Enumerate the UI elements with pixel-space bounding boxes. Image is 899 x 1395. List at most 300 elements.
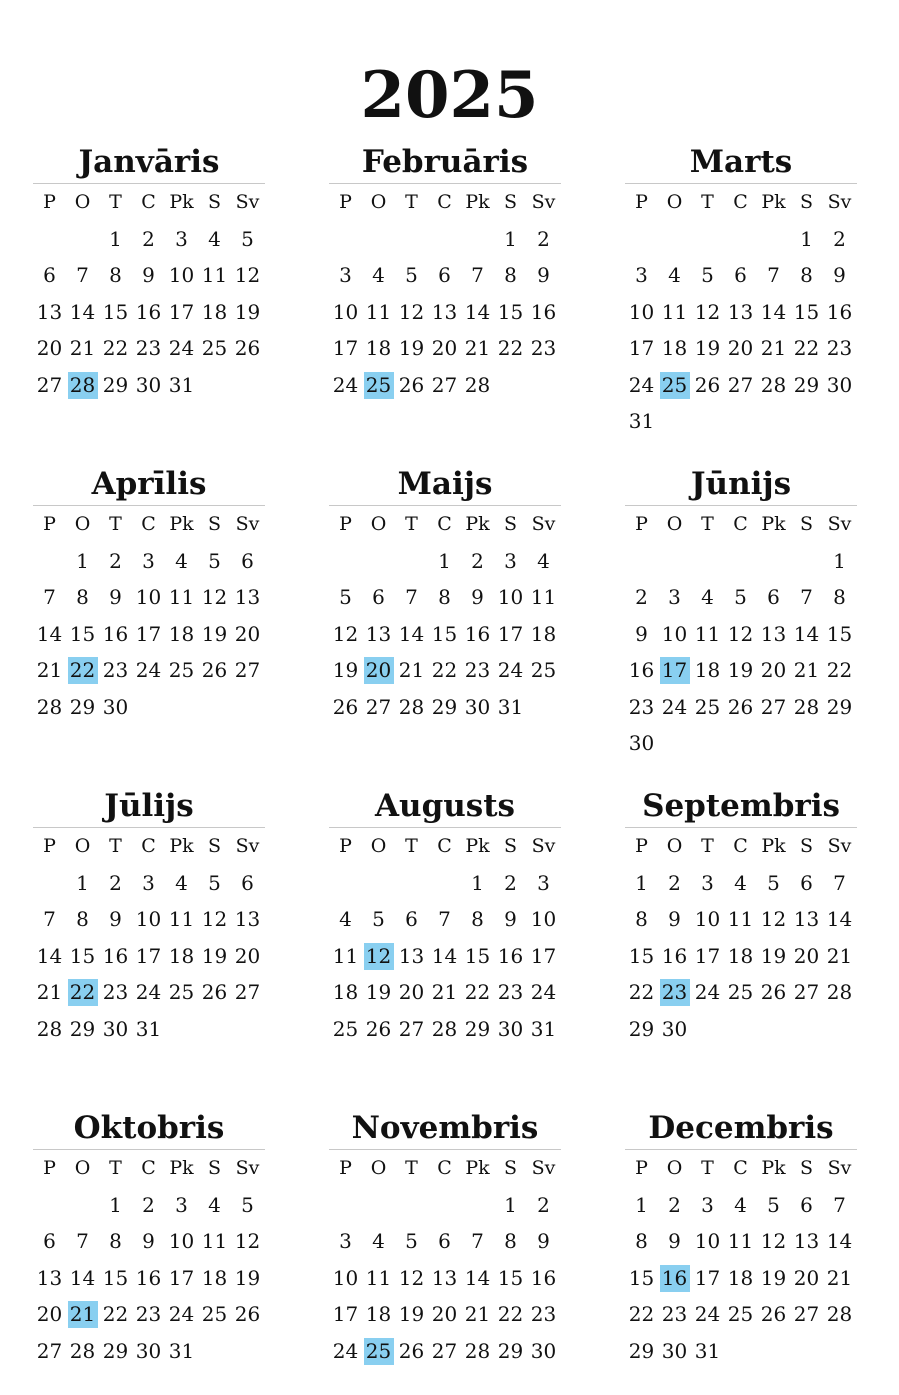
day-cell: 21 bbox=[760, 336, 787, 360]
weekday-header: Pk bbox=[169, 1157, 194, 1179]
month-january bbox=[33, 142, 265, 403]
day-cell: 24 bbox=[694, 980, 721, 1004]
day-cell: 29 bbox=[497, 1338, 524, 1363]
empty-cell bbox=[461, 1187, 494, 1224]
weekday-header: T bbox=[405, 513, 418, 535]
day-cell: 31 bbox=[497, 694, 524, 719]
day-cell: 20 bbox=[36, 336, 63, 360]
weekday-header: O bbox=[666, 191, 683, 213]
day-cell: 27 bbox=[365, 694, 392, 719]
day-cell: 10 bbox=[135, 907, 162, 931]
weekday-header: T bbox=[701, 513, 714, 535]
day-cell: 4 bbox=[175, 548, 188, 573]
day-cell: 17 bbox=[332, 336, 359, 360]
weekday-header: Pk bbox=[465, 191, 490, 213]
day-cell: 15 bbox=[69, 943, 96, 968]
day-cell: 14 bbox=[36, 621, 63, 646]
day-cell: 10 bbox=[497, 585, 524, 609]
day-cell: 12 bbox=[234, 263, 261, 287]
day-cell: 1 bbox=[76, 548, 89, 573]
day-cell: 18 bbox=[168, 621, 195, 646]
weekday-header: Sv bbox=[827, 191, 852, 213]
day-cell: 26 bbox=[365, 1016, 392, 1041]
day-cell: 17 bbox=[694, 943, 721, 968]
weekday-header: Sv bbox=[235, 513, 260, 535]
weekday-header: T bbox=[109, 513, 122, 535]
month-title: Februāris bbox=[361, 144, 529, 180]
month-title: Decembris bbox=[648, 1110, 834, 1146]
day-cell: 2 bbox=[471, 548, 484, 573]
day-cell: 14 bbox=[464, 1265, 491, 1290]
empty-cell bbox=[66, 221, 99, 258]
day-cell: 24 bbox=[168, 336, 195, 360]
day-cell: 7 bbox=[471, 263, 484, 287]
day-grid bbox=[33, 828, 265, 1047]
day-cell: 6 bbox=[372, 585, 385, 609]
day-cell: 11 bbox=[661, 299, 688, 324]
day-cell: 7 bbox=[76, 263, 89, 287]
weekday-header: Pk bbox=[761, 513, 786, 535]
day-cell: 19 bbox=[694, 336, 721, 360]
day-cell: 2 bbox=[833, 226, 846, 251]
day-cell: 16 bbox=[135, 299, 162, 324]
day-cell: 4 bbox=[372, 263, 385, 287]
day-cell: 2 bbox=[537, 226, 550, 251]
day-cell: 29 bbox=[431, 694, 458, 719]
day-cell: 26 bbox=[201, 658, 228, 682]
day-cell: 16 bbox=[497, 943, 524, 968]
day-cell: 24 bbox=[628, 372, 655, 397]
day-cell: 10 bbox=[332, 1265, 359, 1290]
weekday-header: P bbox=[339, 513, 352, 535]
day-cell: 17 bbox=[694, 1265, 721, 1290]
day-cell: 20 bbox=[234, 943, 261, 968]
month-title: Novembris bbox=[351, 1110, 539, 1146]
day-cell: 1 bbox=[833, 548, 846, 573]
day-cell: 30 bbox=[661, 1338, 688, 1363]
day-cell: 5 bbox=[405, 1229, 418, 1253]
month-title: Marts bbox=[689, 144, 793, 180]
day-cell: 13 bbox=[793, 1229, 820, 1253]
day-cell: 19 bbox=[760, 943, 787, 968]
weekday-header: C bbox=[141, 835, 156, 857]
day-cell: 26 bbox=[760, 980, 787, 1004]
day-cell: 25 bbox=[727, 980, 754, 1004]
weekday-header: O bbox=[666, 835, 683, 857]
highlighted-day: 25 bbox=[362, 1333, 395, 1370]
day-cell: 26 bbox=[398, 372, 425, 397]
empty-cell bbox=[329, 543, 362, 580]
day-cell: 29 bbox=[826, 694, 853, 719]
day-cell: 8 bbox=[76, 907, 89, 931]
day-cell: 25 bbox=[168, 658, 195, 682]
empty-cell bbox=[658, 543, 691, 580]
day-cell: 22 bbox=[793, 336, 820, 360]
highlighted-day: 12 bbox=[362, 938, 395, 975]
day-cell: 12 bbox=[398, 299, 425, 324]
weekday-header: Pk bbox=[761, 191, 786, 213]
day-cell: 6 bbox=[43, 263, 56, 287]
day-cell: 23 bbox=[497, 980, 524, 1004]
empty-cell bbox=[33, 221, 66, 258]
day-cell: 5 bbox=[339, 585, 352, 609]
day-cell: 20 bbox=[431, 1302, 458, 1326]
day-cell: 7 bbox=[833, 870, 846, 895]
day-cell: 9 bbox=[668, 907, 681, 931]
day-cell: 31 bbox=[135, 1016, 162, 1041]
weekday-header: O bbox=[666, 1157, 683, 1179]
day-grid bbox=[329, 1150, 561, 1369]
day-cell: 13 bbox=[36, 1265, 63, 1290]
day-cell: 27 bbox=[793, 980, 820, 1004]
weekday-header: Sv bbox=[235, 835, 260, 857]
day-cell: 8 bbox=[109, 263, 122, 287]
empty-cell bbox=[329, 1187, 362, 1224]
day-cell: 21 bbox=[464, 1302, 491, 1326]
day-cell: 21 bbox=[36, 658, 63, 682]
day-cell: 14 bbox=[464, 299, 491, 324]
day-cell: 11 bbox=[530, 585, 557, 609]
highlighted-day: 25 bbox=[362, 367, 395, 404]
weekday-header: Sv bbox=[531, 1157, 556, 1179]
day-cell: 14 bbox=[398, 621, 425, 646]
day-cell: 5 bbox=[405, 263, 418, 287]
day-cell: 23 bbox=[102, 980, 129, 1004]
day-cell: 17 bbox=[168, 299, 195, 324]
month-title: Oktobris bbox=[73, 1110, 225, 1146]
day-cell: 24 bbox=[332, 372, 359, 397]
weekday-header: Sv bbox=[531, 835, 556, 857]
day-cell: 8 bbox=[109, 1229, 122, 1253]
empty-cell bbox=[395, 221, 428, 258]
day-cell: 21 bbox=[69, 336, 96, 360]
day-grid bbox=[625, 184, 857, 440]
day-cell: 31 bbox=[694, 1338, 721, 1363]
day-cell: 28 bbox=[760, 372, 787, 397]
day-cell: 9 bbox=[142, 1229, 155, 1253]
day-cell: 27 bbox=[36, 1338, 63, 1363]
weekday-header: P bbox=[635, 835, 648, 857]
day-cell: 3 bbox=[339, 263, 352, 287]
day-grid bbox=[625, 506, 857, 762]
weekday-header: S bbox=[503, 1157, 518, 1179]
weekday-header: Pk bbox=[169, 835, 194, 857]
day-cell: 26 bbox=[694, 372, 721, 397]
month-april bbox=[33, 464, 265, 725]
day-cell: 5 bbox=[241, 1192, 254, 1217]
day-cell: 16 bbox=[530, 1265, 557, 1290]
day-cell: 1 bbox=[471, 870, 484, 895]
empty-cell bbox=[757, 221, 790, 258]
day-cell: 27 bbox=[234, 980, 261, 1004]
day-cell: 19 bbox=[234, 1265, 261, 1290]
day-cell: 18 bbox=[201, 1265, 228, 1290]
day-cell: 26 bbox=[332, 694, 359, 719]
day-cell: 7 bbox=[471, 1229, 484, 1253]
empty-cell bbox=[790, 543, 823, 580]
month-title: Augusts bbox=[374, 788, 516, 824]
day-cell: 26 bbox=[234, 1302, 261, 1326]
day-cell: 2 bbox=[537, 1192, 550, 1217]
day-cell: 17 bbox=[628, 336, 655, 360]
day-cell: 9 bbox=[471, 585, 484, 609]
weekday-header: Sv bbox=[827, 1157, 852, 1179]
day-cell: 13 bbox=[760, 621, 787, 646]
day-cell: 18 bbox=[727, 1265, 754, 1290]
month-november bbox=[329, 1108, 561, 1369]
day-cell: 27 bbox=[36, 372, 63, 397]
weekday-header: Sv bbox=[827, 513, 852, 535]
empty-cell bbox=[329, 221, 362, 258]
day-cell: 18 bbox=[727, 943, 754, 968]
day-cell: 5 bbox=[208, 548, 221, 573]
weekday-header: Pk bbox=[169, 191, 194, 213]
day-cell: 13 bbox=[234, 585, 261, 609]
day-cell: 12 bbox=[760, 907, 787, 931]
day-cell: 11 bbox=[168, 585, 195, 609]
day-cell: 8 bbox=[438, 585, 451, 609]
day-cell: 30 bbox=[497, 1016, 524, 1041]
day-grid bbox=[625, 828, 857, 1047]
day-cell: 3 bbox=[701, 1192, 714, 1217]
day-cell: 17 bbox=[135, 621, 162, 646]
weekday-header: C bbox=[437, 835, 452, 857]
day-grid bbox=[33, 1150, 265, 1369]
day-cell: 22 bbox=[431, 658, 458, 682]
day-cell: 1 bbox=[635, 1192, 648, 1217]
day-cell: 7 bbox=[767, 263, 780, 287]
empty-cell bbox=[724, 543, 757, 580]
day-cell: 3 bbox=[142, 548, 155, 573]
day-cell: 3 bbox=[504, 548, 517, 573]
day-cell: 20 bbox=[398, 980, 425, 1004]
day-cell: 4 bbox=[339, 907, 352, 931]
day-grid bbox=[33, 506, 265, 725]
day-cell: 20 bbox=[793, 1265, 820, 1290]
month-title: Jūlijs bbox=[104, 788, 194, 824]
month-title: Maijs bbox=[397, 466, 493, 502]
day-cell: 22 bbox=[628, 980, 655, 1004]
day-cell: 14 bbox=[793, 621, 820, 646]
weekday-header: O bbox=[74, 835, 91, 857]
day-cell: 30 bbox=[826, 372, 853, 397]
year-title: 2025 bbox=[360, 58, 539, 133]
day-cell: 11 bbox=[727, 907, 754, 931]
day-cell: 16 bbox=[661, 943, 688, 968]
day-cell: 21 bbox=[431, 980, 458, 1004]
day-cell: 1 bbox=[504, 226, 517, 251]
weekday-header: Sv bbox=[827, 835, 852, 857]
day-cell: 9 bbox=[668, 1229, 681, 1253]
day-cell: 30 bbox=[102, 1016, 129, 1041]
weekday-header: S bbox=[799, 1157, 814, 1179]
day-cell: 7 bbox=[800, 585, 813, 609]
day-cell: 19 bbox=[201, 943, 228, 968]
day-cell: 5 bbox=[208, 870, 221, 895]
weekday-header: P bbox=[43, 835, 56, 857]
empty-cell bbox=[362, 221, 395, 258]
empty-cell bbox=[724, 221, 757, 258]
weekday-header: S bbox=[503, 191, 518, 213]
day-cell: 14 bbox=[760, 299, 787, 324]
weekday-header: Pk bbox=[465, 1157, 490, 1179]
day-cell: 17 bbox=[332, 1302, 359, 1326]
weekday-header: P bbox=[339, 1157, 352, 1179]
empty-cell bbox=[329, 865, 362, 902]
empty-cell bbox=[691, 221, 724, 258]
day-cell: 19 bbox=[398, 1302, 425, 1326]
day-cell: 10 bbox=[530, 907, 557, 931]
day-cell: 6 bbox=[734, 263, 747, 287]
day-cell: 7 bbox=[43, 907, 56, 931]
day-cell: 28 bbox=[793, 694, 820, 719]
day-cell: 6 bbox=[405, 907, 418, 931]
day-cell: 2 bbox=[109, 870, 122, 895]
day-cell: 10 bbox=[332, 299, 359, 324]
day-cell: 26 bbox=[234, 336, 261, 360]
day-cell: 12 bbox=[760, 1229, 787, 1253]
day-cell: 28 bbox=[464, 372, 491, 397]
day-cell: 12 bbox=[332, 621, 359, 646]
month-title: Septembris bbox=[642, 788, 840, 824]
month-august bbox=[329, 786, 561, 1047]
day-cell: 26 bbox=[398, 1338, 425, 1363]
weekday-header: Pk bbox=[169, 513, 194, 535]
weekday-header: C bbox=[437, 513, 452, 535]
day-cell: 9 bbox=[537, 263, 550, 287]
empty-cell bbox=[33, 1187, 66, 1224]
day-cell: 23 bbox=[464, 658, 491, 682]
day-cell: 27 bbox=[431, 372, 458, 397]
highlighted-day: 22 bbox=[66, 652, 99, 689]
day-cell: 9 bbox=[504, 907, 517, 931]
weekday-header: T bbox=[109, 191, 122, 213]
month-february bbox=[329, 142, 561, 403]
month-title: Aprīlis bbox=[91, 466, 207, 502]
day-cell: 10 bbox=[168, 1229, 195, 1253]
day-cell: 31 bbox=[168, 1338, 195, 1363]
day-cell: 31 bbox=[530, 1016, 557, 1041]
day-cell: 4 bbox=[668, 263, 681, 287]
weekday-header: S bbox=[799, 835, 814, 857]
highlighted-day: 20 bbox=[362, 652, 395, 689]
day-cell: 16 bbox=[135, 1265, 162, 1290]
day-cell: 6 bbox=[241, 870, 254, 895]
day-cell: 24 bbox=[135, 658, 162, 682]
day-grid bbox=[329, 828, 561, 1047]
day-cell: 4 bbox=[701, 585, 714, 609]
day-cell: 16 bbox=[530, 299, 557, 324]
day-cell: 29 bbox=[628, 1016, 655, 1041]
day-cell: 20 bbox=[36, 1302, 63, 1326]
day-cell: 8 bbox=[800, 263, 813, 287]
highlighted-day: 25 bbox=[658, 367, 691, 404]
day-cell: 26 bbox=[760, 1302, 787, 1326]
day-cell: 2 bbox=[668, 1192, 681, 1217]
highlighted-day: 28 bbox=[66, 367, 99, 404]
day-cell: 11 bbox=[332, 943, 359, 968]
empty-cell bbox=[461, 221, 494, 258]
weekday-header: T bbox=[109, 835, 122, 857]
empty-cell bbox=[395, 1187, 428, 1224]
day-cell: 29 bbox=[69, 1016, 96, 1041]
day-cell: 18 bbox=[530, 621, 557, 646]
day-cell: 19 bbox=[760, 1265, 787, 1290]
weekday-header: C bbox=[733, 835, 748, 857]
weekday-header: S bbox=[207, 191, 222, 213]
month-march bbox=[625, 142, 857, 440]
day-cell: 2 bbox=[635, 585, 648, 609]
day-cell: 30 bbox=[135, 372, 162, 397]
day-cell: 16 bbox=[464, 621, 491, 646]
day-cell: 10 bbox=[694, 1229, 721, 1253]
month-title: Jūnijs bbox=[690, 466, 792, 502]
day-cell: 11 bbox=[201, 263, 228, 287]
weekday-header: S bbox=[207, 1157, 222, 1179]
month-september bbox=[625, 786, 857, 1047]
day-cell: 30 bbox=[464, 694, 491, 719]
day-cell: 11 bbox=[365, 299, 392, 324]
day-cell: 21 bbox=[398, 658, 425, 682]
day-cell: 31 bbox=[628, 409, 655, 433]
day-cell: 24 bbox=[497, 658, 524, 682]
day-cell: 25 bbox=[201, 336, 228, 360]
day-cell: 15 bbox=[497, 1265, 524, 1290]
weekday-header: O bbox=[370, 1157, 387, 1179]
weekday-header: Sv bbox=[531, 513, 556, 535]
day-cell: 12 bbox=[727, 621, 754, 646]
day-cell: 28 bbox=[826, 1302, 853, 1326]
weekday-header: P bbox=[43, 1157, 56, 1179]
day-cell: 15 bbox=[102, 1265, 129, 1290]
day-cell: 12 bbox=[398, 1265, 425, 1290]
day-cell: 5 bbox=[767, 870, 780, 895]
day-cell: 13 bbox=[234, 907, 261, 931]
day-cell: 18 bbox=[661, 336, 688, 360]
day-cell: 14 bbox=[826, 907, 853, 931]
day-cell: 8 bbox=[635, 1229, 648, 1253]
day-cell: 10 bbox=[694, 907, 721, 931]
day-cell: 23 bbox=[661, 1302, 688, 1326]
day-cell: 28 bbox=[826, 980, 853, 1004]
day-cell: 10 bbox=[135, 585, 162, 609]
weekday-header: P bbox=[43, 513, 56, 535]
empty-cell bbox=[757, 543, 790, 580]
day-cell: 30 bbox=[102, 694, 129, 719]
day-cell: 18 bbox=[365, 336, 392, 360]
empty-cell bbox=[362, 543, 395, 580]
weekday-header: O bbox=[370, 191, 387, 213]
day-cell: 27 bbox=[760, 694, 787, 719]
empty-cell bbox=[428, 221, 461, 258]
day-cell: 22 bbox=[464, 980, 491, 1004]
day-cell: 22 bbox=[102, 1302, 129, 1326]
day-grid bbox=[329, 506, 561, 725]
day-cell: 10 bbox=[628, 299, 655, 324]
day-cell: 12 bbox=[201, 585, 228, 609]
day-cell: 31 bbox=[168, 372, 195, 397]
day-cell: 4 bbox=[372, 1229, 385, 1253]
month-october bbox=[33, 1108, 265, 1369]
weekday-header: T bbox=[405, 191, 418, 213]
day-cell: 25 bbox=[201, 1302, 228, 1326]
day-cell: 19 bbox=[234, 299, 261, 324]
weekday-header: C bbox=[437, 191, 452, 213]
day-cell: 20 bbox=[760, 658, 787, 682]
day-cell: 13 bbox=[727, 299, 754, 324]
day-cell: 8 bbox=[76, 585, 89, 609]
day-cell: 29 bbox=[69, 694, 96, 719]
